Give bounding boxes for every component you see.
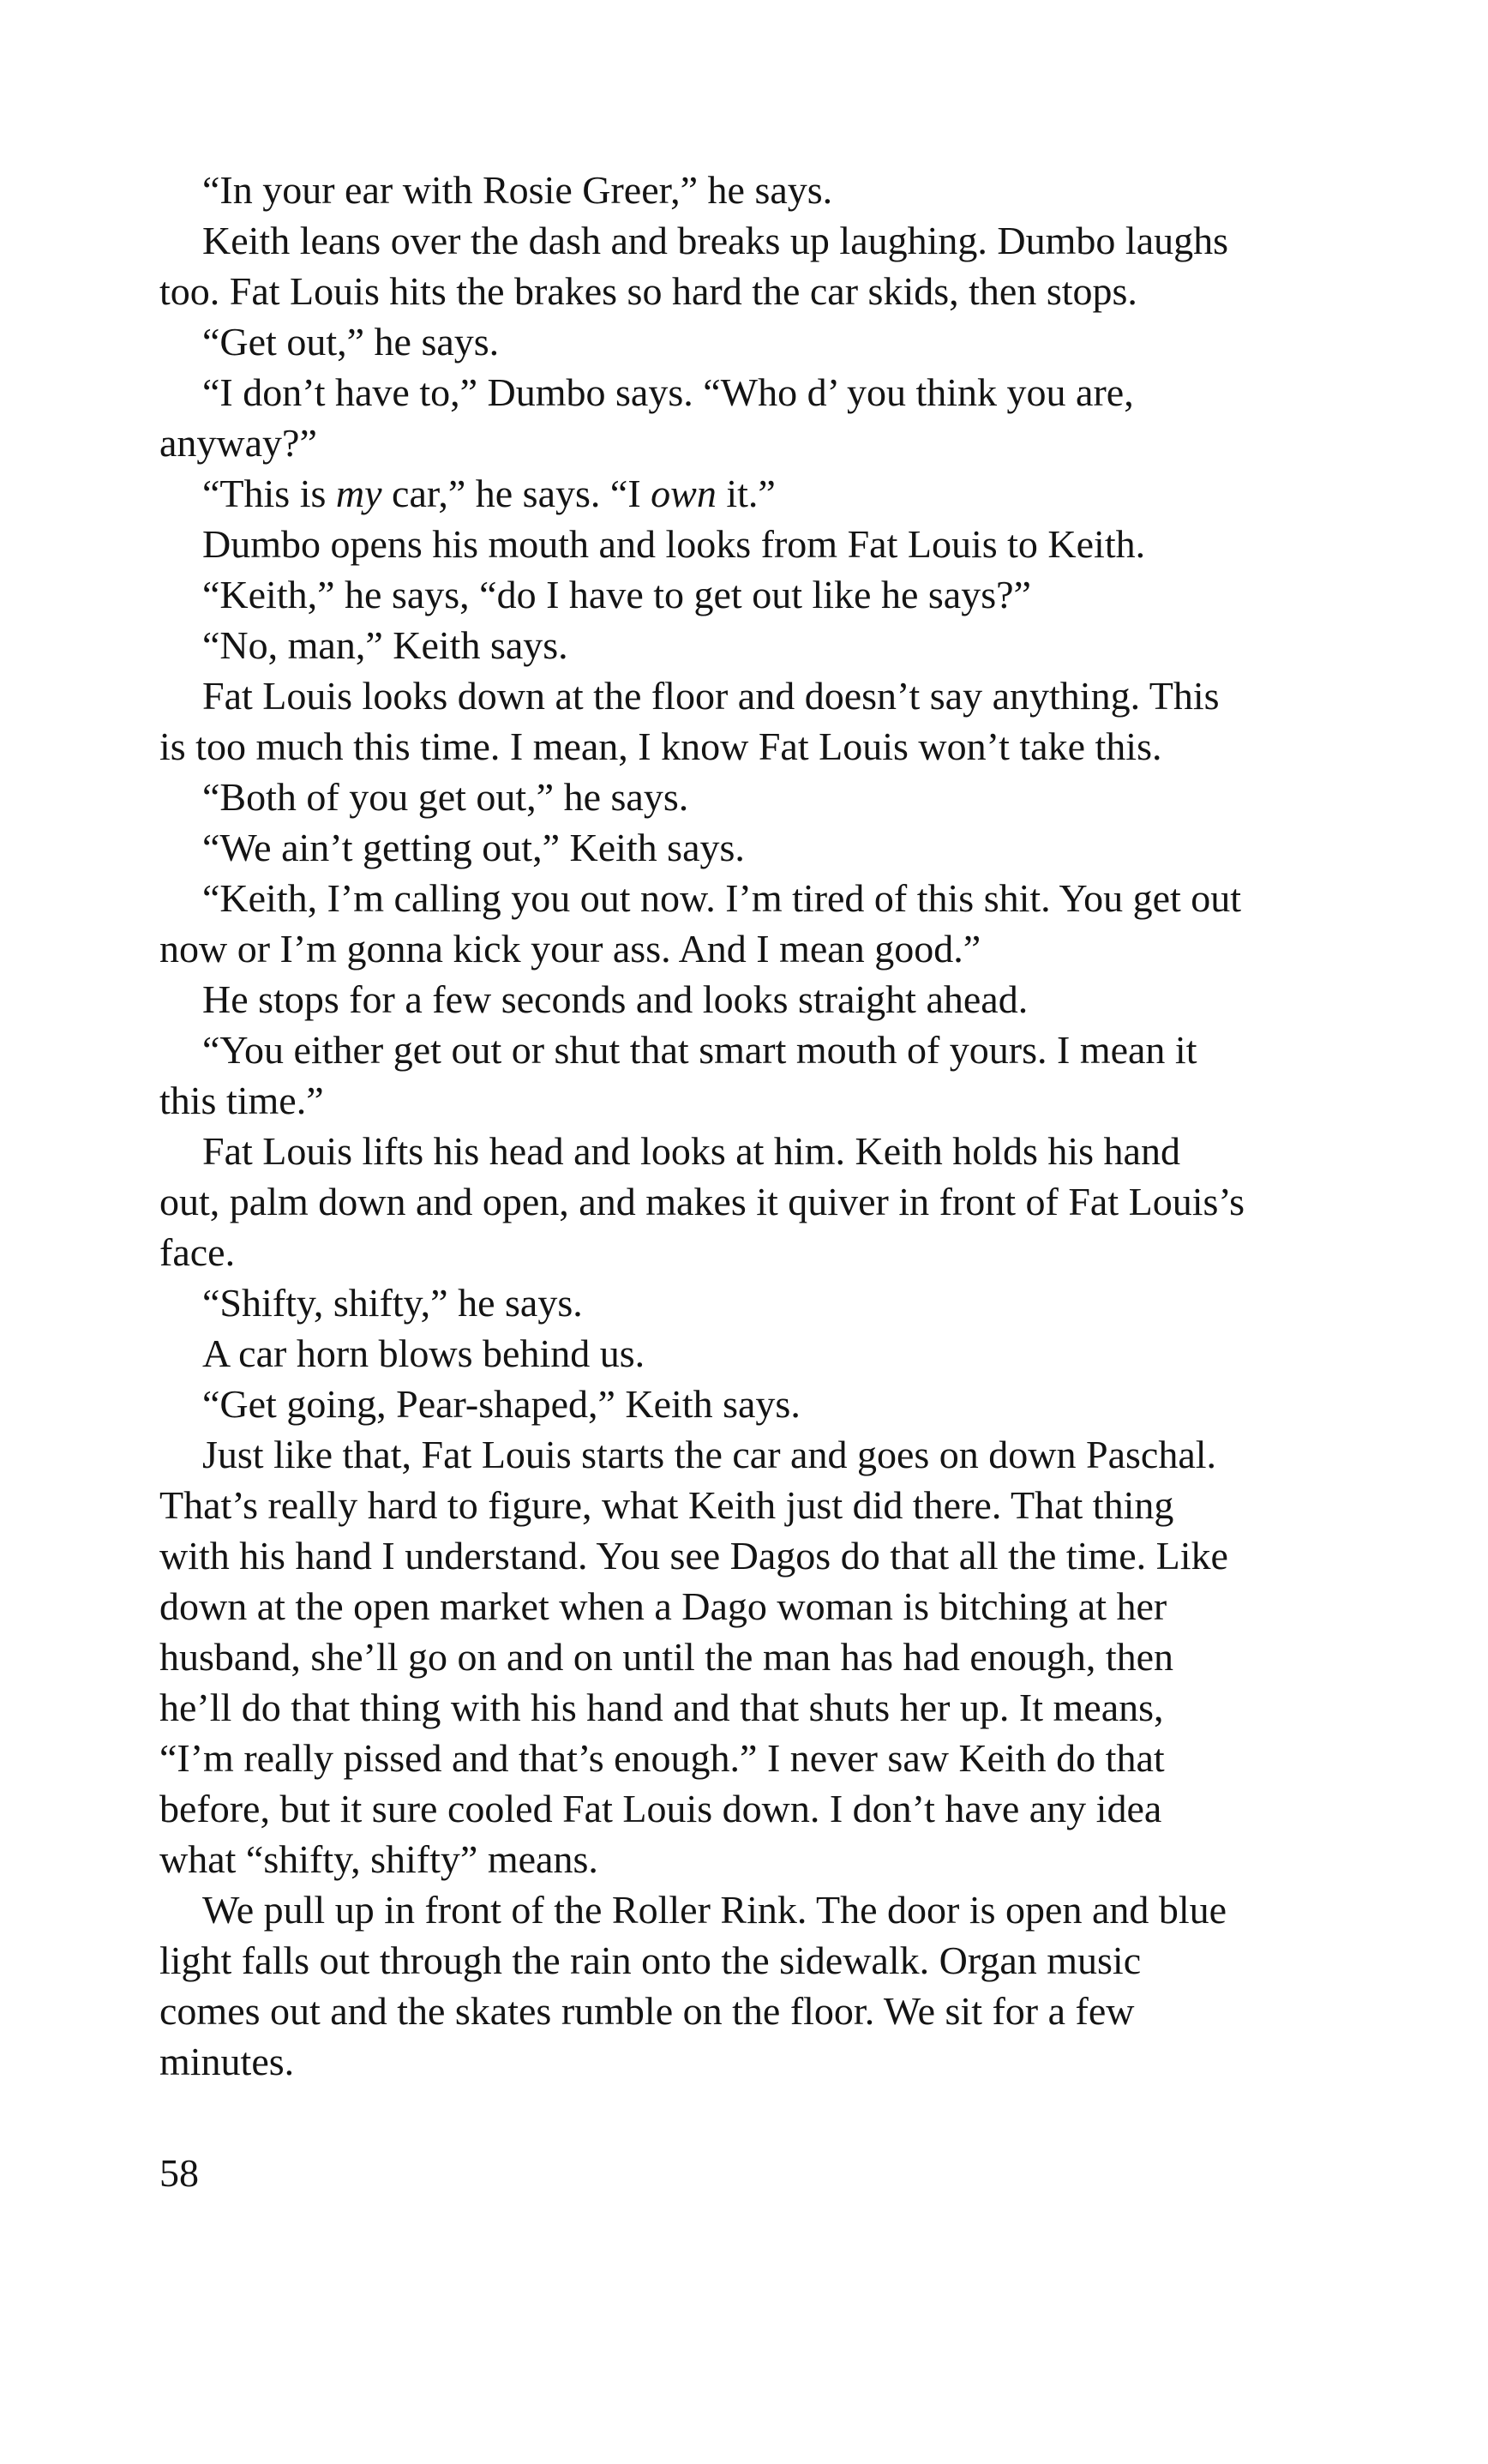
text-line: “Both of you get out,” he says.: [202, 775, 689, 819]
text-line: “We ain’t getting out,” Keith says.: [202, 826, 745, 869]
italic-word: my: [335, 472, 382, 515]
text-line: he’ll do that thing with his hand and that shuts her up. It means,: [159, 1686, 1164, 1729]
text-line: “Keith,” he says, “do I have to get out like he says?”: [202, 573, 1031, 616]
text-line: “Shifty, shifty,” he says.: [202, 1281, 583, 1325]
text-line: what “shifty, shifty” means.: [159, 1837, 598, 1881]
text-line: A car horn blows behind us.: [202, 1331, 645, 1375]
text-fragment: it.”: [716, 472, 776, 515]
text-line: with his hand I understand. You see Dagos do that all the time. Like: [159, 1534, 1228, 1578]
text-line: husband, she’ll go on and on until the man has had enough, then: [159, 1635, 1174, 1679]
text-line: before, but it sure cooled Fat Louis down. I don’t have any idea: [159, 1787, 1162, 1830]
text-line: That’s really hard to figure, what Keith just did there. That thing: [159, 1483, 1174, 1527]
text-line: Fat Louis looks down at the floor and doesn’t say anything. This: [202, 674, 1220, 718]
text-line: We pull up in front of the Roller Rink. The door is open and blue: [202, 1888, 1227, 1932]
text-line: “I’m really pissed and that’s enough.” I never saw Keith do that: [159, 1736, 1165, 1780]
text-line: comes out and the skates rumble on the floor. We sit for a few: [159, 1989, 1135, 2033]
text-line: “No, man,” Keith says.: [202, 623, 568, 667]
text-line: out, palm down and open, and makes it quiver in front of Fat Louis’s: [159, 1180, 1245, 1223]
text-line: Keith leans over the dash and breaks up laughing. Dumbo laughs: [202, 219, 1229, 262]
text-line: is too much this time. I mean, I know Fat Louis won’t take this.: [159, 724, 1162, 768]
text-fragment: car,” he says. “I: [381, 472, 651, 515]
text-line-with-italics: [202, 468, 776, 520]
italic-word: own: [651, 472, 717, 515]
text-line: “Get going, Pear-shaped,” Keith says.: [202, 1382, 801, 1426]
text-line: too. Fat Louis hits the brakes so hard the car skids, then stops.: [159, 269, 1137, 313]
text-line: light falls out through the rain onto the sidewalk. Organ music: [159, 1938, 1142, 1982]
text-line: “Get out,” he says.: [202, 320, 500, 364]
text-line: this time.”: [159, 1079, 324, 1122]
text-line: “You either get out or shut that smart mouth of yours. I mean it: [202, 1028, 1197, 1072]
text-line: “Keith, I’m calling you out now. I’m tired of this shit. You get out: [202, 876, 1242, 920]
text-line: anyway?”: [159, 421, 317, 465]
text-fragment: “This is: [202, 472, 336, 515]
text-line: down at the open market when a Dago woman is bitching at her: [159, 1584, 1167, 1628]
text-line: “I don’t have to,” Dumbo says. “Who d’ you think you are,: [202, 370, 1134, 414]
page-number: 58: [159, 2151, 199, 2195]
text-line: minutes.: [159, 2040, 295, 2083]
text-line: “In your ear with Rosie Greer,” he says.: [202, 168, 833, 212]
text-line: now or I’m gonna kick your ass. And I mean good.”: [159, 927, 981, 971]
text-line: Just like that, Fat Louis starts the car and goes on down Paschal.: [202, 1433, 1217, 1476]
text-line: Dumbo opens his mouth and looks from Fat Louis to Keith.: [202, 522, 1146, 566]
text-line: Fat Louis lifts his head and looks at him. Keith holds his hand: [202, 1129, 1180, 1173]
text-line: face.: [159, 1230, 236, 1274]
text-line: He stops for a few seconds and looks straight ahead.: [202, 977, 1029, 1021]
